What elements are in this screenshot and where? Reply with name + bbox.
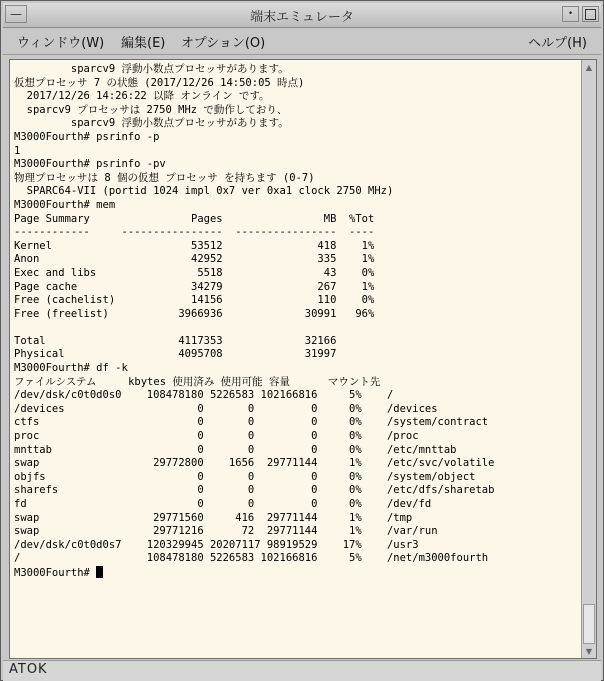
- terminal-line: ------------ ---------------- ---------------- ----: [14, 226, 375, 239]
- terminal-line: sharefs 0 0 0 0% /etc/dfs/sharetab: [14, 484, 495, 497]
- terminal-line: proc 0 0 0 0% /proc: [14, 430, 419, 443]
- terminal-line: Free (freelist) 3966936 30991 96%: [14, 307, 375, 320]
- terminal-line: 物理プロセッサは 8 個の仮想 プロセッサ を持ちます (0-7): [14, 171, 315, 184]
- terminal-line: Exec and libs 5518 43 0%: [14, 266, 375, 279]
- vertical-scrollbar[interactable]: [581, 60, 596, 658]
- text-cursor: [96, 566, 103, 578]
- terminal-line: mnttab 0 0 0 0% /etc/mnttab: [14, 443, 457, 456]
- scroll-up-arrow-icon[interactable]: ▲: [585, 62, 593, 72]
- terminal-line: objfs 0 0 0 0% /system/object: [14, 470, 476, 483]
- terminal-line: /dev/dsk/c0t0d0s7 120329945 20207117 98919529 17% /usr3: [14, 538, 419, 551]
- shell-prompt: M3000Fourth#: [14, 566, 97, 579]
- terminal-line: swap 29771560 416 29771144 1% /tmp: [14, 511, 413, 524]
- terminal-line: 2017/12/26 14:26:22 以降 オンライン です。: [26, 90, 270, 103]
- minimize-icon: •: [567, 9, 574, 19]
- terminal-output[interactable]: [14, 63, 584, 655]
- terminal-line: ファイルシステム kbytes 使用済み 使用可能 容量 マウント先: [14, 375, 381, 388]
- scrollbar-thumb[interactable]: [583, 604, 595, 644]
- terminal-line: Anon 42952 335 1%: [14, 253, 375, 266]
- terminal-line: /dev/dsk/c0t0d0s0 108478180 5226583 102166816 5% /: [14, 389, 394, 402]
- terminal-line: M3000Fourth# psrinfo -pv: [14, 158, 166, 171]
- terminal-line: 1: [14, 144, 21, 157]
- terminal-line: ctfs 0 0 0 0% /system/contract: [14, 416, 489, 429]
- terminal-line: sparcv9 プロセッサは 2750 MHz で動作しており、: [26, 103, 288, 116]
- terminal-line: M3000Fourth# mem: [14, 198, 116, 211]
- terminal-line: Page Summary Pages MB %Tot: [14, 212, 375, 225]
- terminal-lines: [14, 63, 494, 564]
- terminal-line: M3000Fourth# df -k: [14, 362, 128, 375]
- terminal-line: / 108478180 5226583 102166816 5% /net/m3000fourth: [14, 552, 489, 565]
- menu-options[interactable]: オプション(O): [181, 36, 266, 51]
- terminal-line: swap 29771216 72 29771144 1% /var/run: [14, 525, 438, 538]
- window-title: 端末エミュレータ: [250, 10, 354, 25]
- terminal-line: SPARC64-VII (portid 1024 impl 0x7 ver 0xa1 clock 2750 MHz): [26, 185, 394, 198]
- status-bar: [3, 660, 601, 681]
- menu-bar: [3, 28, 601, 55]
- terminal-area[interactable]: [9, 59, 597, 659]
- terminal-line: fd 0 0 0 0% /dev/fd: [14, 498, 432, 510]
- maximize-button[interactable]: [582, 6, 599, 22]
- terminal-line: sparcv9 浮動小数点プロセッサがあります。: [70, 63, 289, 75]
- scroll-down-arrow-icon[interactable]: ▼: [585, 646, 593, 656]
- title-bar[interactable]: [3, 3, 601, 28]
- menu-help[interactable]: ヘルプ(H): [528, 36, 587, 51]
- input-method-status: ATOK: [9, 662, 48, 677]
- maximize-icon: [585, 9, 596, 20]
- minimize-button[interactable]: [562, 6, 579, 22]
- window-menu-icon: —: [10, 7, 22, 21]
- terminal-line: Kernel 53512 418 1%: [14, 239, 375, 252]
- terminal-line: M3000Fourth# psrinfo -p: [14, 130, 160, 143]
- terminal-line: /devices 0 0 0 0% /devices: [14, 402, 438, 415]
- menu-edit[interactable]: 編集(E): [121, 36, 166, 51]
- terminal-line: swap 29772800 1656 29771144 1% /etc/svc/volatile: [14, 457, 495, 470]
- terminal-line: Physical 4095708 31997: [14, 348, 337, 361]
- terminal-line: Total 4117353 32166: [14, 334, 337, 347]
- terminal-line: sparcv9 浮動小数点プロセッサがあります。: [70, 117, 289, 130]
- terminal-line: 仮想プロセッサ 7 の状態 (2017/12/26 14:50:05 時点): [14, 76, 305, 89]
- menu-window[interactable]: ウィンドウ(W): [17, 36, 105, 51]
- terminal-line: Page cache 34279 267 1%: [14, 280, 375, 293]
- terminal-line: Free (cachelist) 14156 110 0%: [14, 294, 375, 307]
